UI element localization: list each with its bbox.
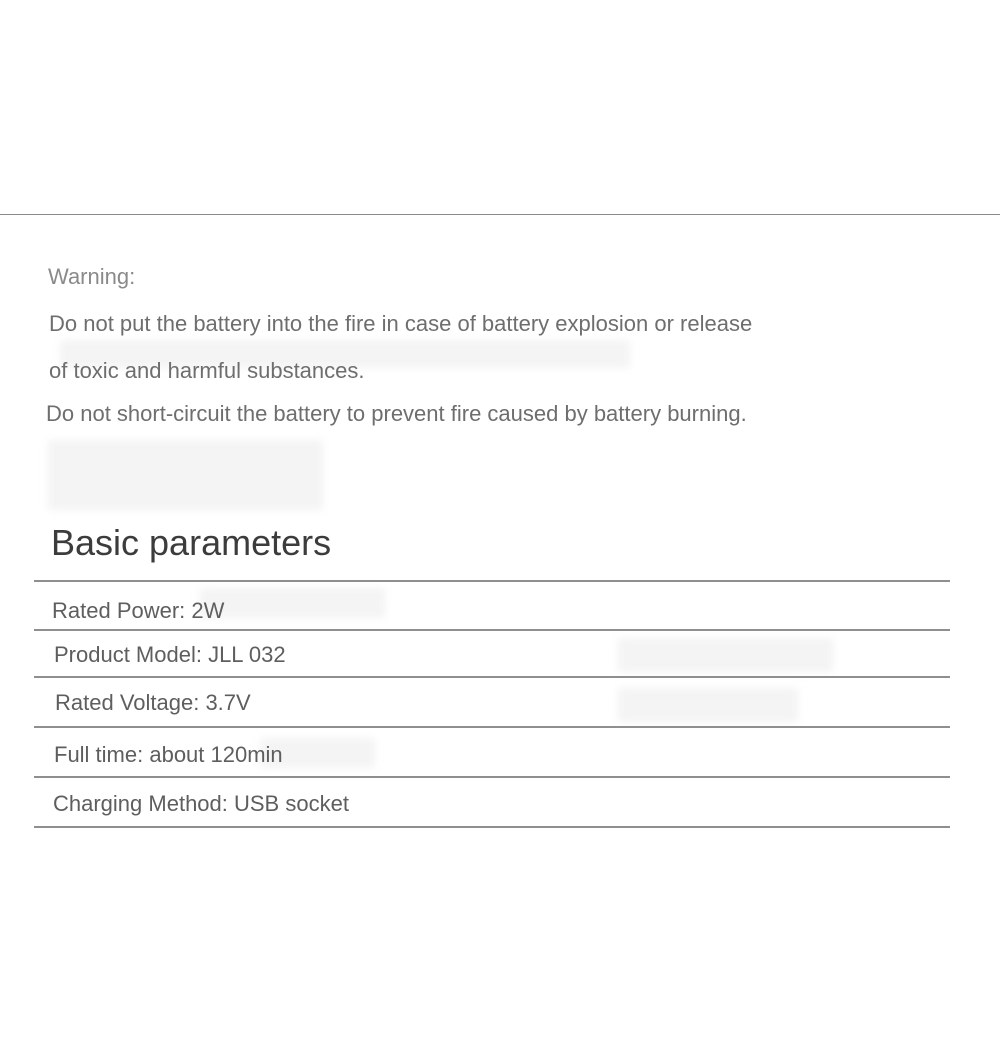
background-artifact <box>618 638 833 672</box>
warning-line: of toxic and harmful substances. <box>49 358 365 383</box>
table-divider <box>34 726 950 728</box>
table-divider <box>34 826 950 828</box>
warning-title: Warning: <box>48 264 136 289</box>
background-artifact <box>48 440 323 510</box>
top-divider <box>0 214 1000 215</box>
warning-line: Do not put the battery into the fire in case of battery explosion or release <box>49 311 753 336</box>
table-divider <box>34 776 950 778</box>
parameters-title: Basic parameters <box>51 522 332 563</box>
param-charging-method: Charging Method: USB socket <box>53 791 349 816</box>
param-full-time: Full time: about 120min <box>54 742 283 767</box>
param-product-model: Product Model: JLL 032 <box>54 642 286 667</box>
table-divider <box>34 629 950 631</box>
table-divider <box>34 580 950 582</box>
background-artifact <box>200 588 385 618</box>
param-rated-voltage: Rated Voltage: 3.7V <box>55 690 251 715</box>
table-divider <box>34 676 950 678</box>
warning-line: Do not short-circuit the battery to prevent fire caused by battery burning. <box>46 401 747 426</box>
background-artifact <box>618 688 798 722</box>
param-rated-power: Rated Power: 2W <box>52 598 225 623</box>
